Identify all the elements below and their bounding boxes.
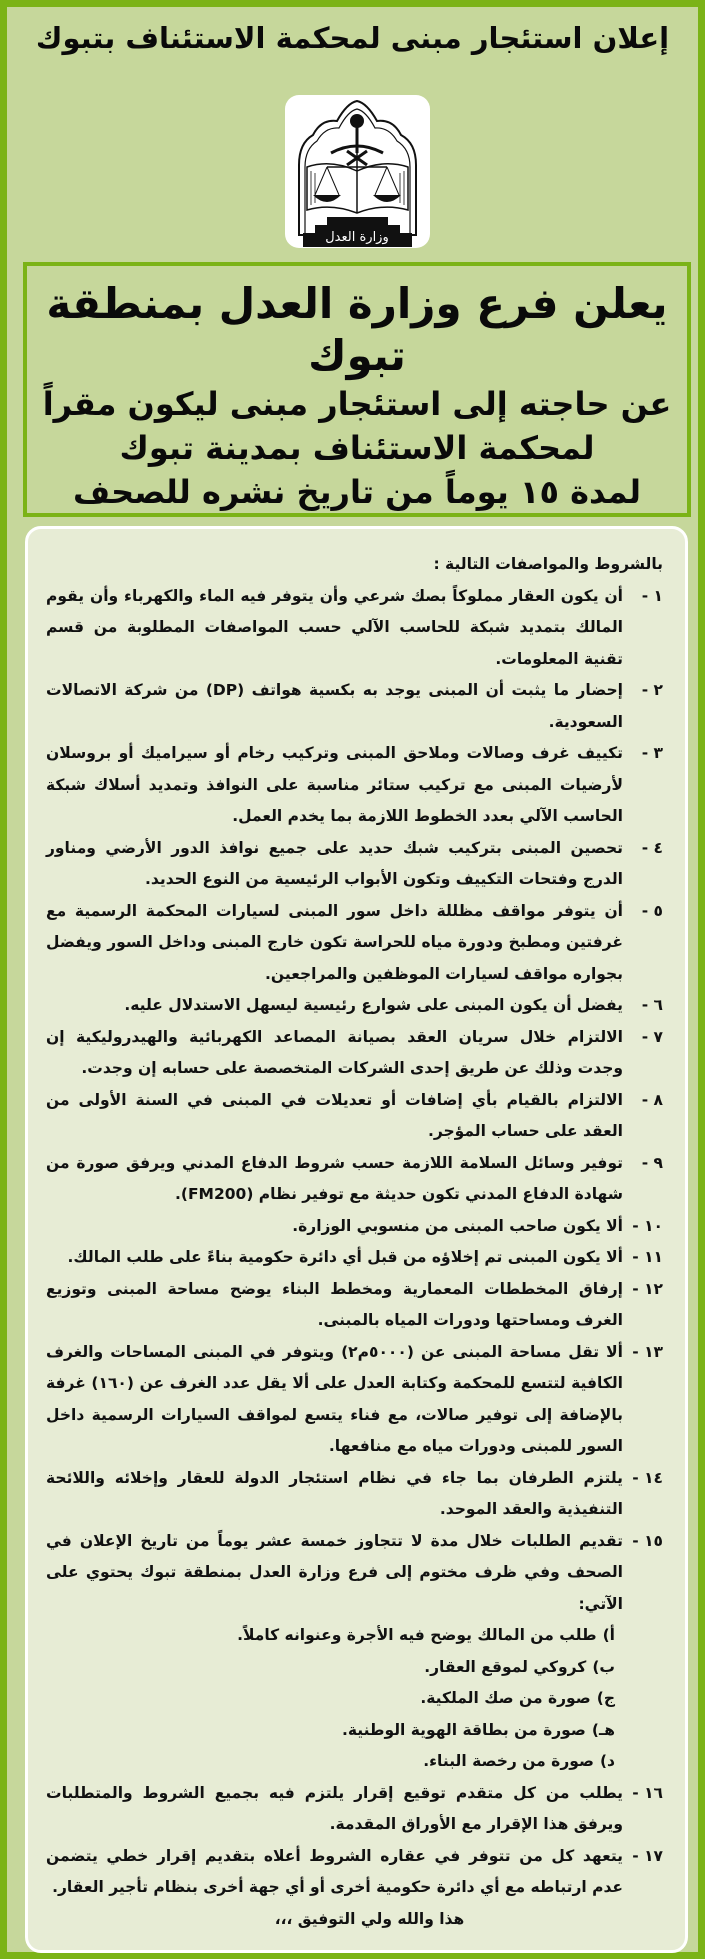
condition-item	[46, 1841, 663, 1904]
condition-item	[46, 1463, 663, 1526]
condition-item	[46, 675, 663, 738]
item-text: طلب من المالك يوضح فيه الأجرة وعنوانه كاملاً.	[237, 1626, 597, 1644]
logo-caption: وزارة العدل	[325, 230, 389, 245]
item-text: صورة من بطاقة الهوية الوطنية.	[341, 1720, 586, 1739]
condition-item	[46, 1274, 663, 1337]
condition-item	[46, 1211, 663, 1243]
condition-item	[46, 1242, 663, 1274]
item-number: ١٢ -	[632, 1279, 663, 1298]
item-number: ١٤ -	[632, 1468, 663, 1487]
item-text: يطلب من كل متقدم توقيع إقرار يلتزم فيه بجميع الشروط والمتطلبات ويرفق هذا الإقرار مع الأوراق المقدمة.	[46, 1783, 623, 1833]
document-item	[46, 1620, 615, 1652]
conditions-panel	[25, 526, 688, 1953]
item-number: ٨ -	[641, 1090, 663, 1109]
condition-item	[46, 1085, 663, 1148]
item-number: ٤ -	[641, 838, 663, 857]
condition-item	[46, 1337, 663, 1463]
announcement-line: عن حاجته إلى استئجار مبنى ليكون مقراً	[42, 385, 672, 423]
condition-item	[46, 738, 663, 833]
item-text: الالتزام بالقيام بأي إضافات أو تعديلات في المبنى في السنة الأولى من العقد على حساب المؤجر.	[46, 1090, 623, 1140]
item-number: ١٣ -	[632, 1342, 663, 1361]
condition-item	[46, 581, 663, 676]
announcement-line: لمحكمة الاستئناف بمدينة تبوك	[119, 429, 595, 467]
condition-item	[46, 1148, 663, 1211]
item-number: ١٠ -	[632, 1216, 663, 1235]
item-text: تحصين المبنى بتركيب شبك حديد على جميع نوافذ الدور الأرضي ومناور الدرج وفتحات التكييف وتكون الأبواب الرئيسية من النوع الحديد.	[46, 838, 623, 888]
document-item	[46, 1683, 615, 1715]
item-text: يتعهد كل من تتوفر في عقاره الشروط أعلاه بتقديم إقرار خطي يتضمن عدم ارتباطه مع أي دائرة حكومية أخرى أو أي جهة أخرى بنظام تأجير العقار.	[46, 1846, 623, 1896]
item-number: ١١ -	[632, 1248, 663, 1266]
item-number: ٦ -	[641, 996, 663, 1014]
item-number: ٧ -	[641, 1027, 663, 1046]
item-number: ١ -	[641, 586, 663, 605]
item-letter: ج)	[596, 1689, 615, 1707]
document-item	[46, 1746, 615, 1778]
item-letter: أ)	[602, 1626, 615, 1644]
closing-line: هذا والله ولي التوفيق ،،،	[274, 1909, 465, 1928]
item-text: يلتزم الطرفان بما جاء في نظام استئجار الدولة للعقار وإخلائه واللائحة التنفيذية والعقد الموحد.	[46, 1468, 623, 1518]
document-item	[46, 1652, 615, 1684]
item-text: الالتزام خلال سريان العقد بصيانة المصاعد الكهربائية والهيدروليكية إن وجدت وذلك عن طريق إحدى الشركات المتخصصة على حسابه إن وجدت.	[46, 1027, 623, 1077]
condition-item	[46, 896, 663, 991]
condition-item	[46, 1022, 663, 1085]
item-number: ٥ -	[641, 901, 663, 920]
item-number: ١٦ -	[632, 1783, 663, 1802]
item-text: أن يكون العقار مملوكاً بصك شرعي وأن يتوفر فيه الماء والكهرباء وأن يقوم المالك بتمديد شبكة للحاسب الآلي حسب المواصفات المطلوبة من قسم تقنية المعلومات.	[46, 586, 623, 668]
page-title: إعلان استئجار مبنى لمحكمة الاستئناف بتبوك	[35, 21, 670, 55]
required-documents-list	[46, 1620, 663, 1778]
condition-item	[46, 990, 663, 1022]
ministry-logo	[285, 95, 430, 248]
condition-item	[46, 1778, 663, 1841]
item-text: كروكي لموقع العقار.	[424, 1657, 587, 1676]
item-text: تكييف غرف وصالات وملاحق المبنى وتركيب رخام أو سيراميك أو بروسلان لأرضيات المبنى مع تركيب ستائر مناسبة على النوافذ وتمديد أسلاك شبكة الحاسب الآلي بعدد الخطوط اللازمة بما يخدم العمل.	[46, 744, 623, 825]
item-letter: د)	[599, 1752, 615, 1770]
item-text: أن يتوفر مواقف مظللة داخل سور المبنى لسيارات المحكمة الرسمية مع غرفتين ومطبخ ودورة مياه للحراسة تكون خارج المبنى وداخل السور ويفضل بجواره مواقف لسيارات الموظفين والمراجعين.	[46, 901, 623, 983]
item-number: ٢ -	[641, 681, 663, 699]
condition-item	[46, 833, 663, 896]
item-text: صورة من صك الملكية.	[420, 1689, 591, 1707]
item-text: تقديم الطلبات خلال مدة لا تتجاوز خمسة عشر يوماً من تاريخ الإعلان في الصحف وفي ظرف مختوم إلى فرع وزارة العدل بمنطقة تبوك يحتوي على الآتي:	[46, 1531, 623, 1613]
item-number: ١٥ -	[632, 1531, 663, 1550]
item-text: ألا يكون المبنى تم إخلاؤه من قبل أي دائرة حكومية بناءً على طلب المالك.	[67, 1248, 623, 1266]
announcement-headline: يعلن فرع وزارة العدل بمنطقة تبوك	[46, 279, 668, 380]
item-text: ألا يكون صاحب المبنى من منسوبي الوزارة.	[292, 1216, 623, 1235]
item-text: يفضل أن يكون المبنى على شوارع رئيسية ليسهل الاستدلال عليه.	[124, 996, 623, 1014]
item-text: ألا تقل مساحة المبنى عن (٥٠٠٠م٢) ويتوفر في المبنى المساحات والغرف الكافية لتتسع للمحكمة وكتابة العدل على ألا يقل عدد الغرف عن (١٦٠) غرفة بالإضافة إلى توفير صالات، مع فناء يتسع لمواقف السيارات الرسمية داخل السور للمبنى ودورات مياه مع منافعها.	[46, 1342, 623, 1455]
item-text: إحضار ما يثبت أن المبنى يوجد به بكسية هواتف (DP) من شركة الاتصالات السعودية.	[46, 681, 623, 731]
item-number: ١٧ -	[632, 1846, 663, 1865]
announcement-box	[23, 262, 691, 517]
condition-item	[46, 1526, 663, 1621]
announcement-line: لمدة ١٥ يوماً من تاريخ نشره للصحف	[73, 473, 641, 511]
document-item	[46, 1715, 615, 1747]
conditions-intro: بالشروط والمواصفات التالية :	[433, 555, 663, 573]
item-number: ٩ -	[641, 1153, 663, 1172]
item-number: ٣ -	[641, 744, 663, 762]
item-letter: هـ)	[591, 1720, 615, 1739]
ministry-of-justice-emblem-icon	[285, 95, 430, 248]
item-letter: ب)	[592, 1657, 615, 1676]
item-text: صورة من رخصة البناء.	[423, 1752, 594, 1770]
item-text: توفير وسائل السلامة اللازمة حسب شروط الدفاع المدني ويرفق صورة من شهادة الدفاع المدني تكون حديثة مع توفير نظام (FM200).	[46, 1153, 623, 1203]
item-text: إرفاق المخططات المعمارية ومخطط البناء يوضح مساحة المبنى وتوزيع الغرف ومساحتها ودورات المياه بالمبنى.	[46, 1279, 623, 1329]
